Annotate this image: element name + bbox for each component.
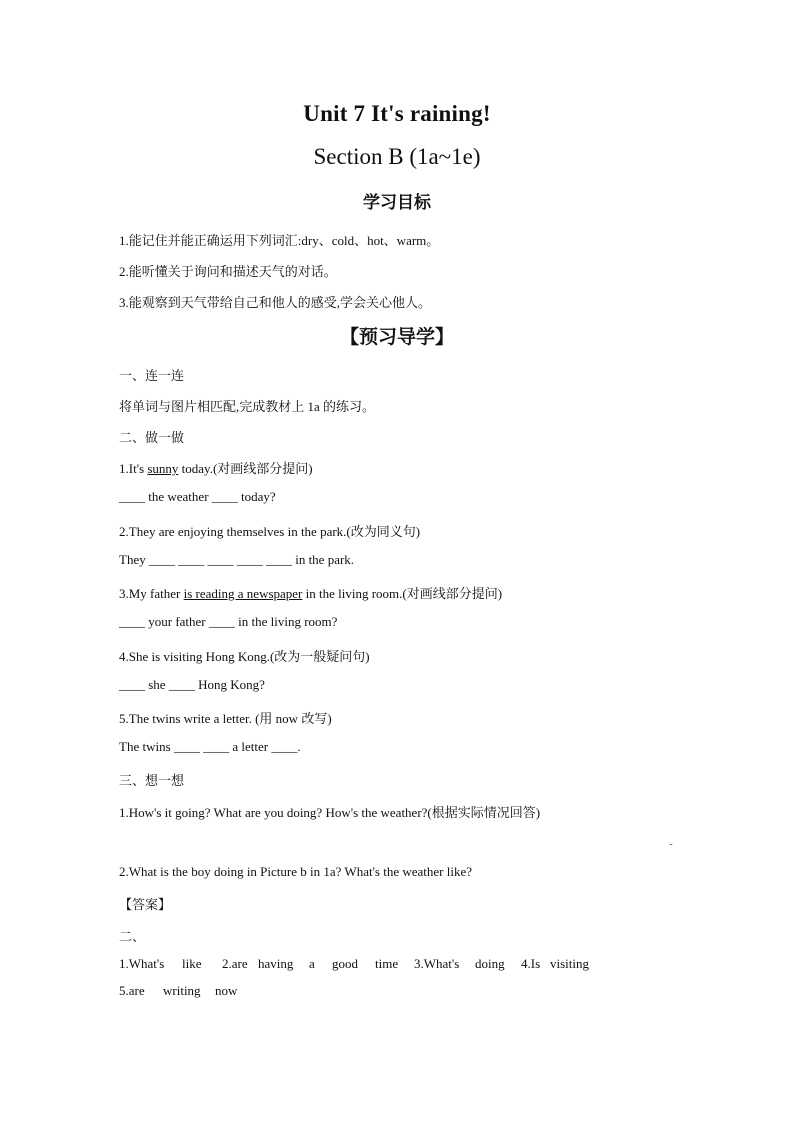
answer-word: 3.What's bbox=[414, 956, 460, 971]
answer-word: having bbox=[258, 956, 294, 971]
answer-word: like bbox=[182, 956, 202, 971]
answer-word: writing bbox=[163, 983, 201, 998]
answer-line-1: ____ the weather ____ today? bbox=[119, 489, 276, 504]
answer-word: now bbox=[215, 983, 238, 998]
answer-line-2: They ____ ____ ____ ____ ____ in the park. bbox=[119, 552, 355, 567]
question-3 bbox=[119, 583, 502, 602]
answer-word: 4.Is bbox=[521, 956, 541, 971]
part3-label: 三、想一想 bbox=[119, 773, 185, 788]
answer-word: 1.What's bbox=[119, 956, 165, 971]
question-4: 4.She is visiting Hong Kong.(改为一般疑问句) bbox=[119, 649, 370, 664]
answer-word: good bbox=[332, 956, 358, 971]
section-subtitle: Section B (1a~1e) bbox=[313, 144, 481, 169]
answer-line-4: ____ she ____ Hong Kong? bbox=[119, 677, 265, 692]
objectives-heading: 学习目标 bbox=[363, 193, 431, 213]
underlined-text: sunny bbox=[147, 461, 179, 476]
answer-word: a bbox=[309, 956, 315, 971]
question-2: 2.They are enjoying themselves in the park.(改为同义句) bbox=[119, 524, 421, 539]
think-question-2: 2.What is the boy doing in Picture b in 1a? What's the weather like? bbox=[119, 864, 473, 879]
answer-word: visiting bbox=[550, 956, 590, 971]
question-text: 1.It's bbox=[119, 461, 148, 476]
answer-word: doing bbox=[475, 956, 505, 971]
answer-line-5: The twins ____ ____ a letter ____. bbox=[119, 739, 301, 754]
answers-section: 二、 bbox=[119, 929, 146, 944]
underlined-text: is reading a newspaper bbox=[183, 586, 303, 601]
part1-label: 一、连一连 bbox=[119, 368, 185, 383]
part2-label: 二、做一做 bbox=[119, 430, 185, 445]
answer-word: 5.are bbox=[119, 983, 145, 998]
question-text: in the living room.(对画线部分提问) bbox=[302, 586, 503, 601]
preview-heading: 【预习导学】 bbox=[339, 326, 454, 348]
objective-item: 2.能听懂关于询问和描述天气的对话。 bbox=[119, 264, 337, 279]
objective-item: 1.能记住并能正确运用下列词汇:dry、cold、hot、warm。 bbox=[119, 233, 440, 248]
part1-instruction: 将单词与图片相匹配,完成教材上 1a 的练习。 bbox=[119, 399, 376, 414]
page-mark: - bbox=[669, 838, 673, 850]
question-text: today.(对画线部分提问) bbox=[178, 461, 313, 476]
question-5: 5.The twins write a letter. (用 now 改写) bbox=[119, 711, 332, 726]
unit-title: Unit 7 It's raining! bbox=[303, 101, 491, 126]
answers-heading: 【答案】 bbox=[119, 898, 172, 913]
question-1 bbox=[119, 458, 313, 477]
objective-item: 3.能观察到天气带给自己和他人的感受,学会关心他人。 bbox=[119, 295, 432, 310]
answer-word: 2.are bbox=[222, 956, 248, 971]
answer-line-3: ____ your father ____ in the living room? bbox=[119, 614, 338, 629]
answer-word: time bbox=[375, 956, 399, 971]
think-question-1: 1.How's it going? What are you doing? How's the weather?(根据实际情况回答) bbox=[119, 805, 541, 820]
question-text: 3.My father bbox=[119, 586, 184, 601]
